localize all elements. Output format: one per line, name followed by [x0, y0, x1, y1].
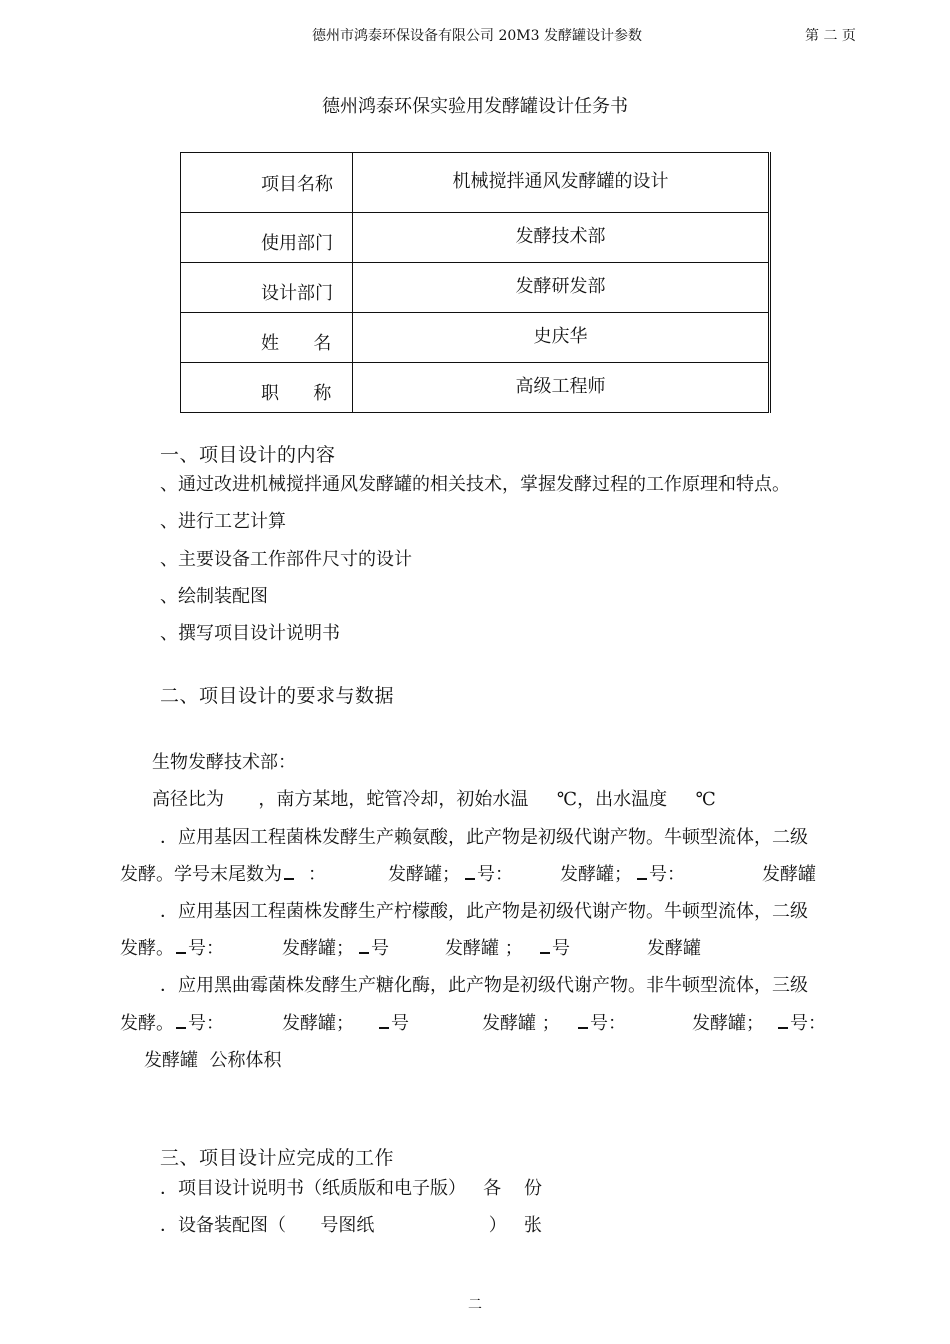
p3-text: 发酵罐；	[282, 1013, 354, 1034]
table-key: 设计部门	[181, 263, 353, 313]
p2-text: 号	[371, 938, 389, 959]
page-number: 二	[468, 1297, 482, 1313]
fill-blank	[359, 935, 369, 954]
p2-text: 号	[552, 938, 570, 959]
fill-blank	[465, 861, 475, 880]
table-value: 发酵技术部	[353, 213, 770, 263]
table-value: 高级工程师	[353, 363, 770, 413]
p1-text: 号：	[649, 864, 685, 885]
p1-text: 发酵罐；	[388, 864, 460, 885]
p2-text: 号：	[188, 938, 224, 959]
table-row	[181, 213, 770, 263]
p2-text: 发酵罐；	[282, 938, 354, 959]
p3-text: 发酵。	[120, 1013, 174, 1034]
fill-blank	[778, 1010, 788, 1029]
p3-line2	[120, 1009, 826, 1035]
table-row	[181, 313, 770, 363]
table-value: 发酵研发部	[353, 263, 770, 313]
product-paragraph-1: ．应用基因工程菌株发酵生产赖氨酸，此产物是初级代谢产物。牛顿型流体，二级	[160, 827, 808, 848]
fill-blank	[284, 861, 294, 880]
table-value: 机械搅拌通风发酵罐的设计	[353, 153, 770, 213]
p1-text: 发酵罐；	[560, 864, 632, 885]
p1-text: ：	[308, 864, 326, 885]
table-key: 项目名称	[181, 153, 353, 213]
table-row	[181, 153, 770, 213]
p3-text: 发酵罐 ；	[482, 1013, 560, 1034]
section1-item: 、绘制装配图	[160, 586, 268, 607]
p3-text: 号：	[790, 1013, 826, 1034]
table-row	[181, 263, 770, 313]
product-paragraph-3: ．应用黑曲霉菌株发酵生产糖化酶，此产物是初级代谢产物。非牛顿型流体，三级	[160, 975, 808, 996]
p2-text: 发酵罐	[647, 938, 701, 959]
p1-line2	[120, 860, 816, 886]
section1-item: 、进行工艺计算	[160, 511, 286, 532]
p3-line3: 发酵罐 公称体积	[144, 1050, 282, 1071]
table-key: 职 称	[181, 363, 353, 413]
section1-item: 、通过改进机械搅拌通风发酵罐的相关技术，掌握发酵过程的工作原理和特点。	[160, 474, 790, 495]
design-conditions: 高径比为 ，南方某地，蛇管冷却，初始水温 ℃，出水温度 ℃	[152, 789, 716, 810]
department-label: 生物发酵技术部：	[152, 752, 296, 773]
header-doc-title: 德州市鸿泰环保设备有限公司 20M3 发酵罐设计参数	[312, 28, 642, 44]
p1-text: 号：	[477, 864, 513, 885]
fill-blank	[540, 935, 550, 954]
section3-item: ．项目设计说明书（纸质版和电子版） 各 份	[160, 1178, 543, 1199]
table-row	[181, 363, 770, 413]
fill-blank	[176, 1010, 186, 1029]
section2-heading: 二、项目设计的要求与数据	[160, 685, 395, 707]
fill-blank	[176, 935, 186, 954]
p1-text: 发酵。学号末尾数为	[120, 864, 282, 885]
section1-item: 、主要设备工作部件尺寸的设计	[160, 549, 412, 570]
table-key: 姓 名	[181, 313, 353, 363]
info-table	[180, 152, 771, 413]
fill-blank	[379, 1010, 389, 1029]
p3-text: 号：	[188, 1013, 224, 1034]
p2-text: 发酵。	[120, 938, 174, 959]
p2-text: 发酵罐 ；	[445, 938, 523, 959]
section1-heading: 一、项目设计的内容	[160, 444, 336, 466]
section1-item: 、撰写项目设计说明书	[160, 623, 340, 644]
table-value: 史庆华	[353, 313, 770, 363]
fill-blank	[637, 861, 647, 880]
p1-text: 发酵罐	[762, 864, 816, 885]
fill-blank	[578, 1010, 588, 1029]
p3-text: 发酵罐；	[692, 1013, 764, 1034]
p3-text: 号	[391, 1013, 409, 1034]
section3-item: ．设备装配图（ 号图纸 ） 张	[160, 1215, 542, 1236]
header-page-label: 第 二 页	[805, 28, 856, 44]
document-title: 德州鸿泰环保实验用发酵罐设计任务书	[322, 96, 628, 117]
p2-line2	[120, 934, 701, 960]
table-key: 使用部门	[181, 213, 353, 263]
section3-heading: 三、项目设计应完成的工作	[160, 1147, 395, 1169]
product-paragraph-2: ．应用基因工程菌株发酵生产柠檬酸，此产物是初级代谢产物。牛顿型流体，二级	[160, 901, 808, 922]
p3-text: 号：	[590, 1013, 626, 1034]
